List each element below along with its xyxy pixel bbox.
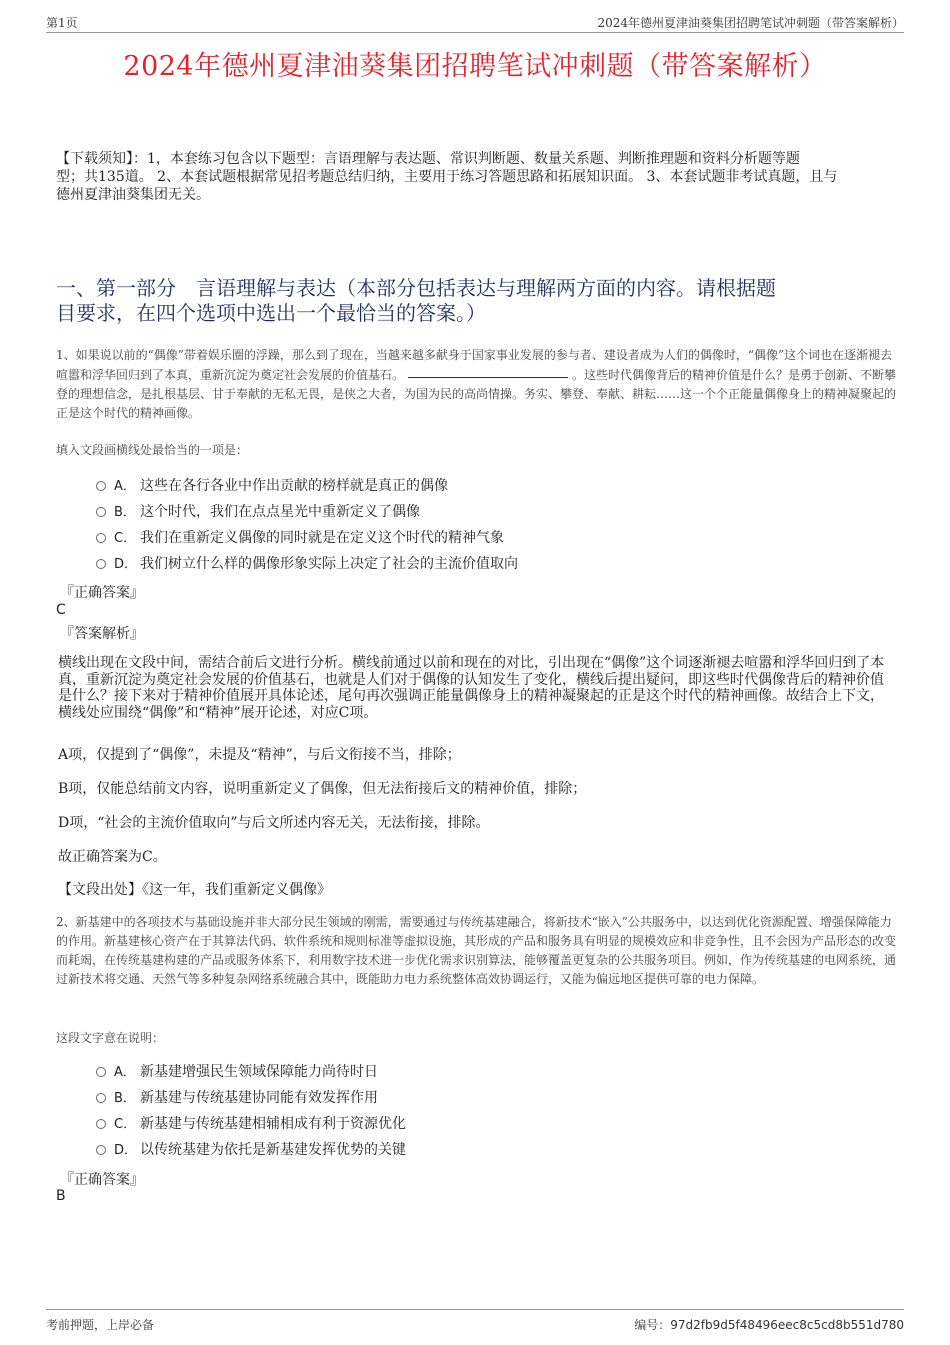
question-1-option-d[interactable] xyxy=(96,554,518,574)
option-letter: A． xyxy=(114,1065,136,1080)
question-2-option-d[interactable] xyxy=(96,1140,406,1160)
fill-blank xyxy=(408,365,568,378)
radio-icon[interactable] xyxy=(96,559,106,569)
radio-icon[interactable] xyxy=(96,1067,106,1077)
question-1-prompt: 填入文段画横线处最恰当的一项是： xyxy=(56,443,249,457)
correct-answer-label: 『正确答案』 xyxy=(60,585,144,601)
option-letter: C． xyxy=(114,531,137,546)
passage-source: 【文段出处】《这一年，我们重新定义偶像》 xyxy=(58,882,331,898)
notice-line: 型；共135道。 2、本套试题根据常见招考题总结归纳，主要用于练习答题思路和拓展知识面。 3、本套试题非考试真题，且与 xyxy=(56,169,838,185)
question-1-option-b[interactable] xyxy=(96,502,420,522)
analysis-option-d: D项，“社会的主流价值取向”与后文所述内容无关，无法衔接，排除。 xyxy=(58,815,490,831)
notice-line: 德州夏津油葵集团无关。 xyxy=(56,187,210,203)
radio-icon[interactable] xyxy=(96,507,106,517)
section-heading-line: 目要求，在四个选项中选出一个最恰当的答案。） xyxy=(56,301,486,325)
option-text: 这个时代，我们在点点星光中重新定义了偶像 xyxy=(140,504,420,520)
question-2-option-c[interactable] xyxy=(96,1114,406,1134)
footer-code-label: 编号： xyxy=(634,1318,671,1332)
option-text: 新基建增强民生领域保障能力尚待时日 xyxy=(140,1064,378,1080)
option-text: 以传统基建为依托是新基建发挥优势的关键 xyxy=(140,1142,406,1158)
answer-analysis-label: 『答案解析』 xyxy=(60,626,144,642)
question-1-text-part: 1、如果说以前的“偶像”带着娱乐圈的浮躁，那么到了现在，当越来越多献身于国家事业发展的参与者、建设者成为人们的偶像时，“偶像”这个词也在逐渐褪去喧嚣和浮华回归到了本真，重新沉淀为奠定社会发展的价值基石。 xyxy=(56,348,893,382)
option-letter: A． xyxy=(114,479,136,494)
option-text: 新基建与传统基建协同能有效发挥作用 xyxy=(140,1090,378,1106)
option-letter: B． xyxy=(114,505,136,520)
option-letter: C． xyxy=(114,1117,137,1132)
page-header xyxy=(46,14,904,33)
question-2-prompt: 这段文字意在说明： xyxy=(56,1031,165,1045)
correct-answer-label: 『正确答案』 xyxy=(60,1172,144,1188)
notice-line: 【下载须知】：1，本套练习包含以下题型：言语理解与表达题、常识判断题、数量关系题、判断推理题和资料分析题等题 xyxy=(56,151,800,167)
question-2-option-b[interactable] xyxy=(96,1088,378,1108)
page-title: 2024年德州夏津油葵集团招聘笔试冲刺题（带答案解析） xyxy=(123,51,827,82)
footer-code xyxy=(634,1316,904,1333)
option-letter: D． xyxy=(114,557,138,572)
option-letter: B． xyxy=(114,1091,136,1106)
option-text: 我们树立什么样的偶像形象实际上决定了社会的主流价值取向 xyxy=(140,556,518,572)
option-text: 新基建与传统基建相辅相成有利于资源优化 xyxy=(140,1116,406,1132)
section-heading xyxy=(56,276,898,326)
analysis-option-b: B项，仅能总结前文内容，说明重新定义了偶像，但无法衔接后文的精神价值，排除； xyxy=(58,781,587,797)
correct-answer: C xyxy=(56,602,66,618)
header-doc-title: 2024年德州夏津油葵集团招聘笔试冲刺题（带答案解析） xyxy=(597,16,904,30)
footer-slogan: 考前押题，上岸必备 xyxy=(46,1318,155,1332)
option-letter: D． xyxy=(114,1143,138,1158)
radio-icon[interactable] xyxy=(96,1145,106,1155)
option-text: 这些在各行各业中作出贡献的榜样就是真正的偶像 xyxy=(140,478,448,494)
radio-icon[interactable] xyxy=(96,481,106,491)
page-footer xyxy=(46,1309,904,1332)
question-1-option-a[interactable] xyxy=(96,476,448,496)
question-1-option-c[interactable] xyxy=(96,528,504,548)
page-number: 第1页 xyxy=(46,16,78,30)
analysis-option-a: A项，仅提到了“偶像”，未提及“精神”，与后文衔接不当，排除； xyxy=(58,747,461,763)
radio-icon[interactable] xyxy=(96,1093,106,1103)
correct-answer: B xyxy=(56,1188,66,1204)
section-heading-line: 一、第一部分 言语理解与表达（本部分包括表达与理解两方面的内容。请根据题 xyxy=(56,276,776,300)
radio-icon[interactable] xyxy=(96,533,106,543)
analysis-conclusion: 故正确答案为C。 xyxy=(58,849,167,865)
answer-analysis: 横线出现在文段中间，需结合前后文进行分析。横线前通过以前和现在的对比，引出现在“偶像”这个词逐渐褪去喧嚣和浮华回归到了本真，重新沉淀为奠定社会发展的价值基石，也就是人们对于偶像的认知发生了变化，横线后提出疑问，即这些时代偶像背后的精神价值是什么？接下来对于精神价值展开具体论述，尾句再次强调正能量偶像身上的精神凝聚起的正是这个时代的精神画像。故结合上下文，横线处应围绕“偶像”和“精神”展开论述，对应C项。 xyxy=(58,655,885,721)
question-1-text-part: 。这些时代偶像背后的精神价值是什么？是勇于创新、不断攀登的理想信念，是扎根基层、甘于奉献的无私无畏，是侠之大者，为国为民的高尚情操。务实、攀登、奉献、耕耘……这一个个正能量偶像身上的精神凝聚起的正是这个时代的精神画像。 xyxy=(56,368,897,420)
radio-icon[interactable] xyxy=(96,1119,106,1129)
footer-code-value: 97d2fb9d5f48496eec8c5cd8b551d780 xyxy=(670,1318,904,1332)
question-2-text: 2、新基建中的各项技术与基础设施并非大部分民生领域的刚需，需要通过与传统基建融合，将新技术“嵌入”公共服务中，以达到优化资源配置、增强保障能力的作用。新基建核心资产在于其算法代码、软件系统和规则标准等虚拟设施，其形成的产品和服务具有明显的规模效应和非竞争性，且不会因为产品形态的改变而耗竭，在传统基建构建的产品或服务体系下，利用数字技术进一步优化需求识别算法，能够覆盖更复杂的公共服务项目。例如，作为传统基建的电网系统，通过新技术将交通、天然气等多种复杂网络系统融合其中，既能助力电力系统整体高效协调运行，又能为偏远地区提供可靠的电力保障。 xyxy=(56,915,897,986)
question-2-option-a[interactable] xyxy=(96,1062,378,1082)
download-notice xyxy=(56,150,898,204)
option-text: 我们在重新定义偶像的同时就是在定义这个时代的精神气象 xyxy=(140,530,504,546)
question-1-text xyxy=(56,346,898,423)
